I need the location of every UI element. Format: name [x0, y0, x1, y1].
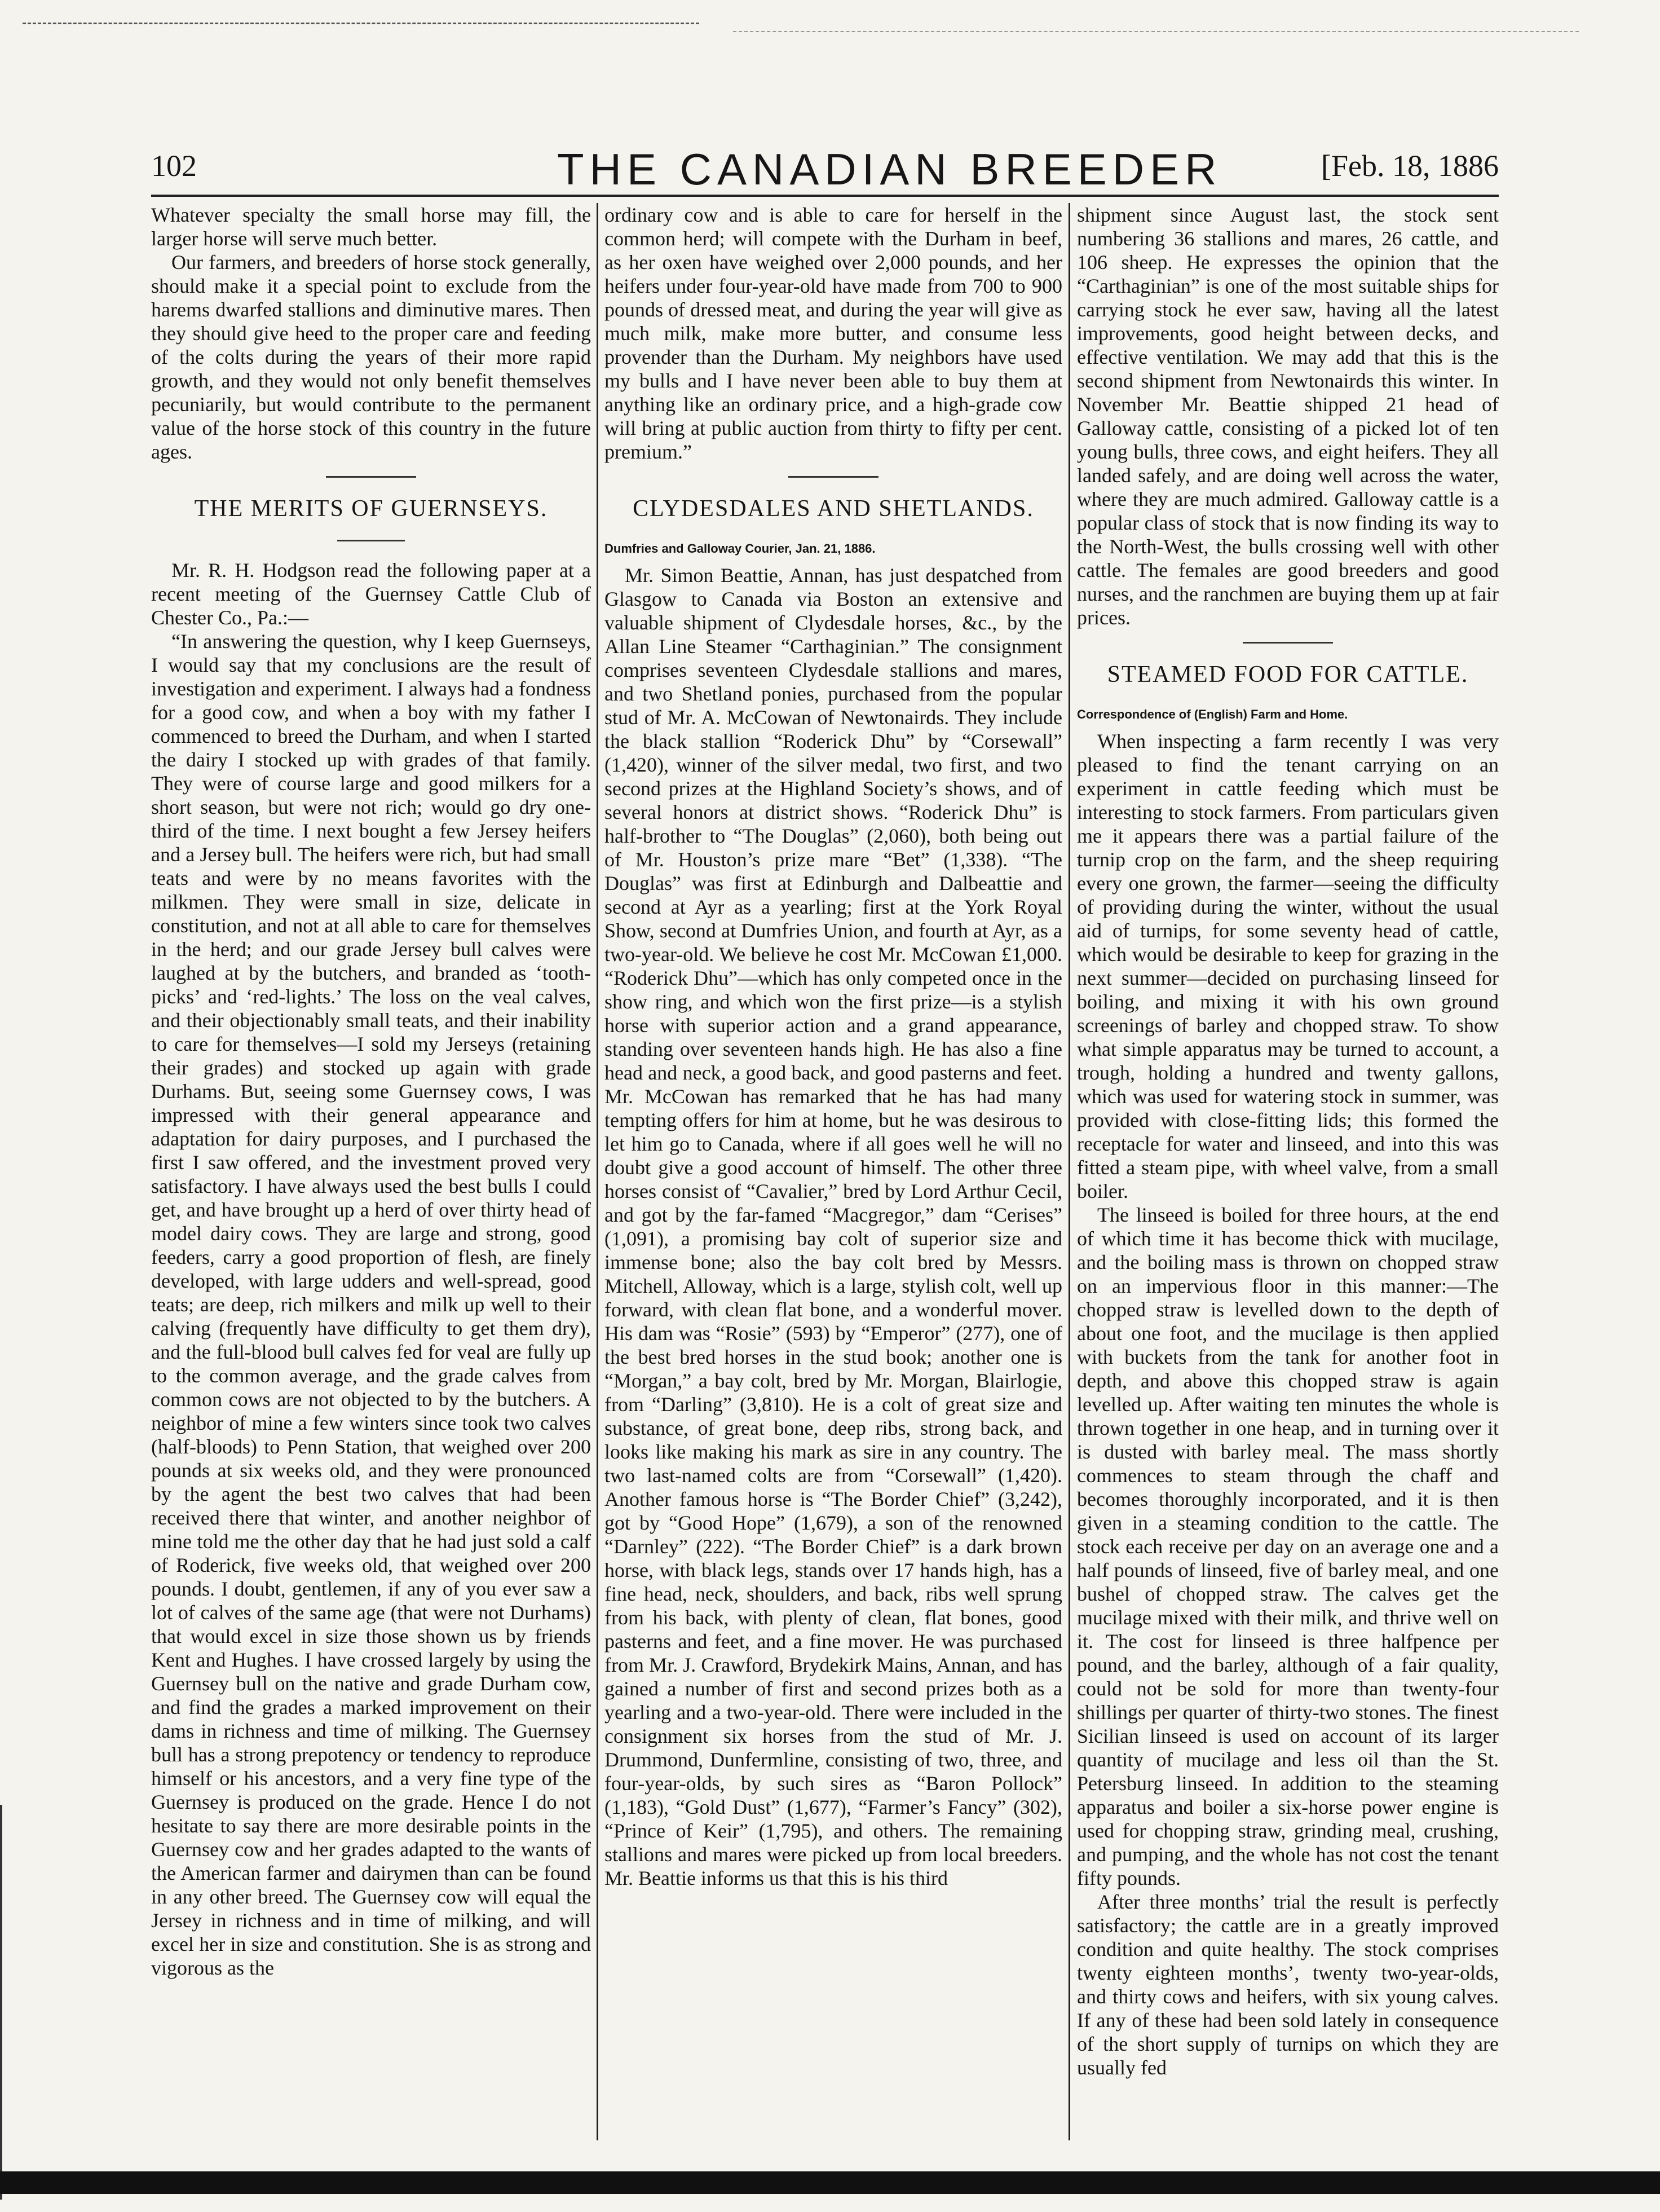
- paragraph: Whatever specialty the small horse may fill, the larger horse will serve much better.: [151, 204, 591, 250]
- paragraph: After three months’ trial the result is perfectly satisfactory; the cattle are in a greatly improved condition and quite healthy. The stock comprises twenty eighteen months’, twenty two-year-olds, and thirty cows and heifers, with six young calves. If any of these had been sold lately in consequence of the short supply of turnips on which they are usually fed: [1077, 1891, 1499, 2079]
- issue-date: [Feb. 18, 1886: [1321, 149, 1499, 183]
- column-divider-1: [597, 203, 598, 2140]
- page-header: [151, 144, 1499, 192]
- header-rule: [151, 195, 1499, 197]
- section-separator: [1243, 642, 1333, 644]
- top-scan-rule-right: [733, 31, 1579, 32]
- article-heading-clydesdales: CLYDESDALES AND SHETLANDS.: [633, 496, 1034, 522]
- article-source: Dumfries and Galloway Courier, Jan. 21, 1886.: [604, 541, 876, 556]
- section-separator: [788, 476, 878, 478]
- heading-rule: [337, 540, 405, 541]
- paragraph: When inspecting a farm recently I was very pleased to find the tenant carrying on an experiment in cattle feeding which must be interesting to stock farmers. From particulars given me it appears there was a partial failure of the turnip crop on the farm, and the sheep requiring every one grown, the farmer—seeing the difficulty of providing during the winter, without the usual aid of turnips, for some seventy head of cattle, which would be desirable to keep for grazing in the next summer—decided on purchasing linseed for boiling, and mixing it with his own ground screenings of barley and chopped straw. To show what simple apparatus may be turned to account, a trough, holding a hundred and twenty gallons, which was used for watering stock in summer, was provided with close-fitting lids; this formed the receptacle for water and linseed, and into this was fitted a steam pipe, with wheel valve, from a small boiler.: [1077, 730, 1499, 1202]
- column-divider-2: [1069, 203, 1070, 2140]
- article-source: Correspondence of (English) Farm and Home.: [1077, 707, 1348, 721]
- page-number: 102: [151, 149, 197, 183]
- paragraph: “In answering the question, why I keep Guernseys, I would say that my conclusions are the result of investigation and experiment. I always had a fondness for a good cow, and when a boy with my father I commenced to breed the Durham, and when I started the dairy I stocked up with grades of that family. They were of course large and good milkers for a short season, but were not rich; would go dry one-third of the time. I next bought a few Jersey heifers and a Jersey bull. The heifers were rich, but had small teats and were by no means favorites with the milkmen. They were small in size, delicate in constitution, and not at all able to care for themselves in the herd; and our grade Jersey bull calves were laughed at by the butchers, and branded as ‘tooth-picks’ and ‘red-lights.’ The loss on the veal calves, and their objectionably small teats, and their inability to care for themselves—I sold my Jerseys (retaining their grades) and stocked up again with grade Durhams. But, seeing some Guernsey cows, I was impressed with their general appearance and adaptation for dairy purposes, and I purchased the first I saw offered, and the investment proved very satisfactory. I have always used the best bulls I could get, and have brought up a herd of over thirty head of model dairy cows. They are large and strong, good feeders, carry a good proportion of flesh, are finely developed, with large udders and well-spread, good teats; are deep, rich milkers and milk up well to their calving (frequently have difficulty to get them dry), and the full-blood bull calves fed for veal are fully up to the common average, and the grade calves from common cows are not objected to by the butchers. A neighbor of mine a few winters since took two calves (half-bloods) to Penn Station, that weighed over 200 pounds at six weeks old, and they were pronounced by the agent the best two calves that had been received there that winter, and another neighbor of mine told me the other day that he had just sold a calf of Roderick, five weeks old, that weighed over 200 pounds. I doubt, gentlemen, if any of you ever saw a lot of calves of the same age (that were not Durhams) that would excel in size those shown us by friends Kent and Hughes. I have crossed largely by using the Guernsey bull on the native and grade Durham cow, and find the grades a marked improvement on their dams in richness and time of milking. The Guernsey bull has a strong prepotency or tendency to reproduce himself or his ancestors, and a very fine type of the Guernsey is produced on the grade. Hence I do not hesitate to say there are more desirable points in the Guernsey cow and her grades adapted to the wants of the American farmer and dairymen than can be found in any other breed. The Guernsey cow will equal the Jersey in richness and in time of milking, and will excel her in size and constitution. She is as strong and vigorous as the: [151, 630, 591, 1979]
- paragraph: Mr. R. H. Hodgson read the following paper at a recent meeting of the Guernsey Cattle Club of Chester Co., Pa.:—: [151, 559, 591, 629]
- column-3: [1077, 203, 1499, 2138]
- paragraph: ordinary cow and is able to care for herself in the common herd; will compete with the Durham in beef, as her oxen have weighed over 2,000 pounds, and her heifers under four-year-old have made from 700 to 900 pounds of dressed meat, and during the year will give as much milk, make more butter, and consume less provender than the Durham. My neighbors have used my bulls and I have never been able to buy them at anything like an ordinary price, and a high-grade cow will bring at public auction from thirty to fifty per cent. premium.”: [604, 204, 1062, 463]
- masthead-title: THE CANADIAN BREEDER: [557, 144, 1222, 194]
- article-heading-guernseys: THE MERITS OF GUERNSEYS.: [194, 496, 548, 522]
- paragraph: The linseed is boiled for three hours, at the end of which time it has become thick with mucilage, and the boiling mass is thrown on chopped straw on an impervious floor in this manner:—The chopped straw is levelled down to the depth of about one foot, and the mucilage is then applied with buckets from the tank for another foot in depth, and above this chopped straw is again levelled up. After waiting ten minutes the whole is thrown together in one heap, and in turning over it is dusted with barley meal. The mass shortly commences to steam through the chaff and becomes thoroughly incorporated, and it is then given in a steaming condition to the cattle. The stock each receive per day on an average one and a half pounds of linseed, five of barley meal, and one bushel of chopped straw. The calves get the mucilage mixed with their milk, and thrive well on it. The cost for linseed is three halfpence per pound, and the barley, although of a fair quality, could not be sold for more than twenty-four shillings per quarter of thirty-two stones. The finest Sicilian linseed is used on account of its larger quantity of mucilage and less oil than the St. Petersburg linseed. In addition to the steaming apparatus and boiler a six-horse power engine is used for chopping straw, grinding meal, crushing, and pumping, and the whole has not cost the tenant fifty pounds.: [1077, 1204, 1499, 1889]
- paragraph: Mr. Simon Beattie, Annan, has just despatched from Glasgow to Canada via Boston an extensive and valuable shipment of Clydesdale horses, &c., by the Allan Line Steamer “Carthaginian.” The consignment comprises seventeen Clydesdale stallions and mares, and two Shetland ponies, purchased from the popular stud of Mr. A. McCowan of Newtonairds. They include the black stallion “Roderick Dhu” by “Corsewall” (1,420), winner of the silver medal, two first, and two second prizes at the Highland Society’s shows, and of several honors at district shows. “Roderick Dhu” is half-brother to “The Douglas” (2,060), both being out of Mr. Houston’s prize mare “Bet” (1,338). “The Douglas” was first at Edinburgh and Dalbeattie and second at Ayr as a yearling; first at the York Royal Show, second at Dumfries Union, and fourth at Ayr, as a two-year-old. We believe he cost Mr. McCowan £1,000. “Roderick Dhu”—which has only competed once in the show ring, and which won the first prize—is a stylish horse with superior action and a grand appearance, standing over seventeen hands high. He has also a fine head and neck, a good back, and good pasterns and feet. Mr. McCowan has remarked that he has had many tempting offers for him at home, but he was desirous to let him go to Canada, where if all goes well he will no doubt give a good account of himself. The other three horses consist of “Cavalier,” bred by Lord Arthur Cecil, and got by the far-famed “Macgregor,” dam “Cerises” (1,091), a promising bay colt of superior size and immense bone; also the bay colt bred by Messrs. Mitchell, Alloway, which is a large, stylish colt, well up forward, with clean flat bone, and a wonderful mover. His dam was “Rosie” (593) by “Emperor” (277), one of the best bred horses in the stud book; another one is “Morgan,” a bay colt, bred by Mr. Morgan, Blairlogie, from “Darling” (3,810). He is a colt of great size and substance, of great bone, deep ribs, strong back, and looks like making his mark as sire in any country. The two last-named colts are from “Corsewall” (1,420). Another famous horse is “The Border Chief” (3,242), got by “Good Hope” (1,679), a son of the renowned “Darnley” (222). “The Border Chief” is a dark brown horse, with black legs, stands over 17 hands high, has a fine head, neck, shoulders, and back, ribs well sprung from his back, with plenty of clean, flat bones, good pasterns and feet, and a fine mover. He was purchased from Mr. J. Crawford, Brydekirk Mains, Annan, and has gained a number of first and second prizes both as a yearling and a two-year-old. There were included in the consignment six horses from the stud of Mr. J. Drummond, Dunfermline, consisting of two, three, and four-year-olds, by such sires as “Baron Pollock” (1,183), “Gold Dust” (1,677), “Farmer’s Fancy” (302), “Prince of Keir” (1,795), and others. The remaining stallions and mares were picked up from local breeders. Mr. Beattie informs us that this is his third: [604, 564, 1062, 1889]
- article-heading-steamed-food: STEAMED FOOD FOR CATTLE.: [1107, 662, 1469, 688]
- paragraph: Our farmers, and breeders of horse stock generally, should make it a special point to exclude from the harems dwarfed stallions and diminutive mares. Then they should give heed to the proper care and feeding of the colts during the years of their more rapid growth, and they would not only benefit themselves pecuniarily, but would contribute to the permanent value of the horse stock of this country in the future ages.: [151, 251, 591, 463]
- paragraph: shipment since August last, the stock sent numbering 36 stallions and mares, 26 cattle, and 106 sheep. He expresses the opinion that the “Carthaginian” is one of the most suitable ships for carrying stock he ever saw, having all the latest improvements, good height between decks, and effective ventilation. We may add that this is the second shipment from Newtonairds this winter. In November Mr. Beattie shipped 21 head of Galloway cattle, consisting of a picked lot of ten young bulls, three cows, and eight heifers. They all landed safely, and are doing well across the water, where they are much admired. Galloway cattle is a popular class of stock that is now finding its way to the North-West, the bulls crossing well with other cattle. The females are good breeders and good nurses, and the ranchmen are buying them up at fair prices.: [1077, 204, 1499, 629]
- scan-edge-mark: [0, 1805, 10, 2200]
- bottom-scan-bar: [0, 2171, 1660, 2194]
- column-2: [604, 203, 1062, 2138]
- column-1: [151, 203, 591, 2138]
- top-scan-rule: [23, 23, 699, 24]
- section-separator: [326, 476, 416, 478]
